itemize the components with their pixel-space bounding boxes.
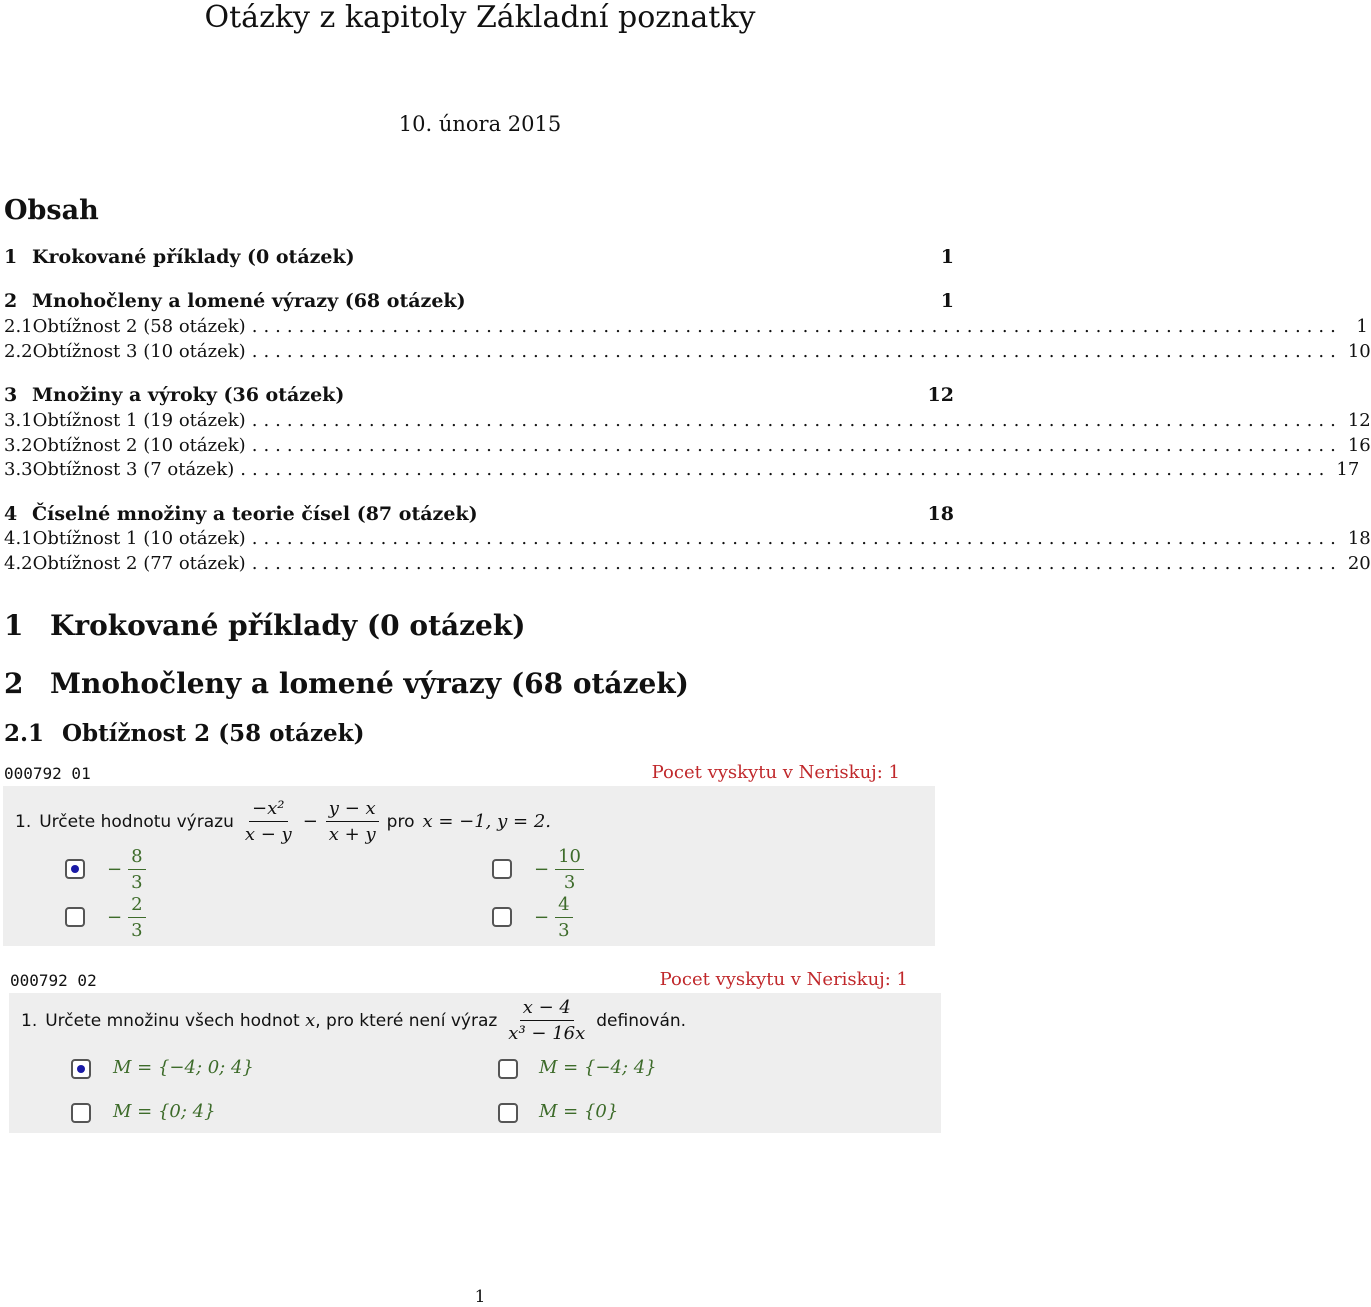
answer-checkbox[interactable]: [492, 859, 512, 879]
question-text: pro: [386, 811, 415, 832]
toc-section-label: Krokované příklady (0 otázek): [32, 246, 355, 268]
selected-dot-icon: [77, 1065, 85, 1073]
toc-section-number: 3: [4, 384, 18, 406]
toc-section-number: 1: [4, 246, 18, 268]
toc-subsection-page: 20: [1347, 553, 1371, 574]
subsection-title: Obtížnost 2 (58 otázek): [62, 720, 365, 747]
fraction: $\frac{x - 4}{\text{x³ − 16x}}$: [508, 997, 586, 1044]
toc-section-number: 4: [4, 503, 18, 525]
subsection-heading-2-1: [4, 720, 364, 747]
question-number: 1.: [15, 811, 32, 832]
toc-subsection-4-1[interactable]: [4, 528, 1371, 549]
toc-subsection-number: 2.1: [4, 316, 33, 337]
answer-checkbox[interactable]: [65, 907, 85, 927]
toc-section-label: Číselné množiny a teorie čísel (87 otázek): [32, 503, 478, 525]
question-box: [9, 993, 941, 1133]
toc-section-1[interactable]: [4, 246, 954, 268]
document-title: Otázky z kapitoly Základní poznatky: [204, 0, 756, 35]
question-box: [3, 786, 935, 946]
question-occurrence-count: Pocet vyskytu v Neriskuj: 1: [659, 969, 908, 990]
toc-subsection-page: 12: [1347, 410, 1371, 431]
toc-section-4[interactable]: [4, 503, 954, 525]
toc-subsection-label: Obtížnost 2 (77 otázek): [32, 553, 246, 574]
answer-checkbox[interactable]: [498, 1103, 518, 1123]
toc-subsection-2-1[interactable]: [4, 316, 1368, 337]
toc-leader-dots: .............................................................................................: [240, 459, 1331, 480]
toc-subsection-label: Obtížnost 2 (58 otázek): [32, 316, 246, 337]
question-text: Určete množinu všech hodnot x, pro které není výraz: [45, 1010, 498, 1031]
answer-checkbox[interactable]: [65, 859, 85, 879]
question-text: definován.: [596, 1010, 687, 1031]
toc-subsection-number: 2.2: [4, 341, 33, 362]
answer-option[interactable]: M = {−4; 0; 4}: [113, 1057, 254, 1078]
toc-section-3[interactable]: [4, 384, 954, 406]
page-number: 1: [474, 1287, 486, 1307]
toc-leader-dots: .............................................................................................: [251, 410, 1342, 431]
section-heading-1: [4, 609, 526, 642]
question-number: 1.: [21, 1010, 38, 1031]
toc-leader-dots: .............................................................................................: [251, 528, 1342, 549]
answer-option[interactable]: M = {−4; 4}: [539, 1057, 657, 1078]
toc-subsection-page: 18: [1347, 528, 1371, 549]
fraction: $\frac{\text{−x²}}{x - y}$: [244, 798, 292, 845]
toc-subsection-number: 3.2: [4, 435, 33, 456]
section-title: Mnohočleny a lomené výrazy (68 otázek): [50, 667, 689, 700]
toc-leader-dots: .............................................................................................: [251, 553, 1342, 574]
answer-option[interactable]: − $\frac{8}{3}$: [107, 846, 146, 893]
answer-option[interactable]: M = {0}: [539, 1101, 619, 1122]
toc-subsection-number: 4.2: [4, 553, 33, 574]
toc-leader-dots: .............................................................................................: [251, 341, 1342, 362]
question-occurrence-count: Pocet vyskytu v Neriskuj: 1: [651, 762, 900, 783]
toc-subsection-label: Obtížnost 1 (19 otázek): [32, 410, 246, 431]
section-title: Krokované příklady (0 otázek): [50, 609, 526, 642]
question-id: 000792 01: [4, 764, 91, 783]
toc-subsection-2-2[interactable]: [4, 341, 1371, 362]
answer-option[interactable]: M = {0; 4}: [113, 1101, 216, 1122]
question-prompt: [15, 798, 551, 845]
toc-section-number: 2: [4, 290, 18, 312]
toc-subsection-page: 1: [1356, 316, 1368, 337]
operator: −: [302, 811, 318, 832]
toc-subsection-label: Obtížnost 3 (10 otázek): [32, 341, 246, 362]
toc-leader-dots: .............................................................................................: [251, 316, 1342, 337]
section-number: 1: [4, 609, 24, 642]
answer-checkbox[interactable]: [71, 1103, 91, 1123]
toc-subsection-page: 10: [1347, 341, 1371, 362]
toc-subsection-page: 17: [1336, 459, 1360, 480]
section-heading-2: [4, 667, 689, 700]
toc-subsection-3-1[interactable]: [4, 410, 1371, 431]
answer-checkbox[interactable]: [498, 1059, 518, 1079]
toc-section-label: Mnohočleny a lomené výrazy (68 otázek): [32, 290, 466, 312]
toc-subsection-3-2[interactable]: [4, 435, 1371, 456]
document-date: 10. února 2015: [398, 112, 562, 136]
toc-subsection-label: Obtížnost 1 (10 otázek): [32, 528, 246, 549]
toc-subsection-label: Obtížnost 3 (7 otázek): [32, 459, 235, 480]
toc-subsection-number: 3.3: [4, 459, 33, 480]
question-id: 000792 02: [10, 971, 97, 990]
toc-heading: Obsah: [4, 195, 99, 226]
answer-checkbox[interactable]: [71, 1059, 91, 1079]
subsection-number: 2.1: [4, 720, 45, 747]
answer-checkbox[interactable]: [492, 907, 512, 927]
answer-option[interactable]: − $\frac{4}{3}$: [534, 894, 573, 941]
question-text: Určete hodnotu výrazu: [39, 811, 234, 832]
toc-subsection-page: 16: [1347, 435, 1371, 456]
toc-leader-dots: .............................................................................................: [251, 435, 1342, 456]
section-number: 2: [4, 667, 24, 700]
toc-subsection-number: 4.1: [4, 528, 33, 549]
toc-section-page: 12: [927, 384, 954, 406]
question-condition: x = −1, y = 2.: [422, 811, 551, 832]
selected-dot-icon: [71, 865, 79, 873]
toc-subsection-4-2[interactable]: [4, 553, 1371, 574]
toc-subsection-number: 3.1: [4, 410, 33, 431]
toc-subsection-3-3[interactable]: [4, 459, 1360, 480]
toc-section-label: Množiny a výroky (36 otázek): [32, 384, 345, 406]
toc-subsection-label: Obtížnost 2 (10 otázek): [32, 435, 246, 456]
answer-option[interactable]: − $\frac{10}{3}$: [534, 846, 584, 893]
toc-section-page: 1: [940, 246, 954, 268]
toc-section-2[interactable]: [4, 290, 954, 312]
toc-section-page: 1: [940, 290, 954, 312]
answer-option[interactable]: − $\frac{2}{3}$: [107, 894, 146, 941]
question-prompt: [21, 997, 686, 1044]
toc-section-page: 18: [927, 503, 954, 525]
fraction: $\frac{y - x}{x + y}$: [326, 798, 379, 845]
